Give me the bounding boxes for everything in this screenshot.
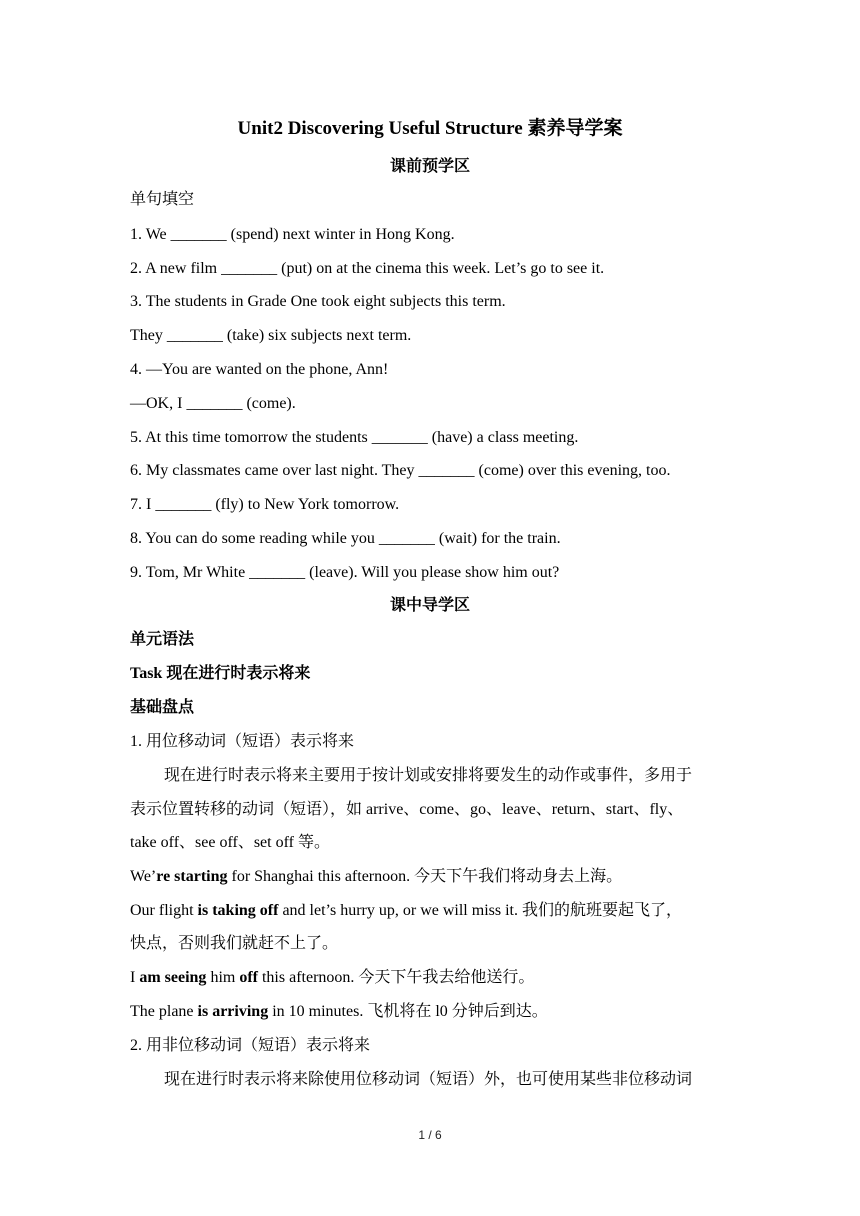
point1-paragraph-line: take off、see off、set off 等。: [130, 834, 330, 851]
example-text: him: [206, 969, 240, 986]
document-title: Unit2 Discovering Useful Structure 素养导学案: [237, 118, 623, 139]
example-text: Our flight: [130, 902, 198, 919]
exercise-heading: 单句填空: [130, 191, 195, 208]
example-text: in 10 minutes. 飞机将在 l0 分钟后到达。: [268, 1003, 548, 1020]
point2-title: 2. 用非位移动词（短语）表示将来: [130, 1037, 371, 1054]
example-text: and let’s hurry up, or we will miss it. 我们的航班要起飞了，: [278, 902, 682, 919]
section-heading-class: 课中导学区: [389, 597, 470, 614]
question-line: 5. At this time tomorrow the students _______ (have) a class meeting.: [130, 429, 579, 446]
example-text: The plane: [130, 1003, 198, 1020]
section-heading-preview: 课前预学区: [389, 158, 470, 175]
page-number: 1 / 6: [418, 1128, 442, 1142]
example-sentence: [130, 901, 682, 921]
grammar-heading: 单元语法: [130, 631, 195, 648]
example-bold: am seeing: [139, 969, 207, 986]
task-heading: Task 现在进行时表示将来: [130, 665, 311, 682]
question-line: 9. Tom, Mr White _______ (leave). Will you please show him out?: [130, 564, 560, 581]
example-sentence: [130, 867, 622, 887]
question-line: 2. A new film _______ (put) on at the cinema this week. Let’s go to see it.: [130, 260, 605, 277]
question-line: 4. —You are wanted on the phone, Ann!: [130, 361, 389, 378]
example-bold: is taking off: [197, 902, 279, 919]
example-text: for Shanghai this afternoon. 今天下午我们将动身去上海。: [227, 868, 623, 885]
question-line: 3. The students in Grade One took eight subjects this term.: [130, 293, 506, 310]
basics-heading: 基础盘点: [130, 699, 195, 716]
point1-paragraph-line: 表示位置转移的动词（短语），如 arrive、come、go、leave、return、start、fly、: [130, 801, 684, 818]
point1-title: 1. 用位移动词（短语）表示将来: [130, 733, 355, 750]
example-bold: off: [239, 969, 258, 986]
point1-paragraph-line: 现在进行时表示将来主要用于按计划或安排将要发生的动作或事件，多用于: [164, 767, 693, 784]
example-text: this afternoon. 今天下午我去给他送行。: [257, 969, 535, 986]
example-bold: re starting: [156, 868, 228, 885]
question-line: 1. We _______ (spend) next winter in Hong Kong.: [130, 226, 455, 243]
example-text: I: [130, 969, 140, 986]
example-bold: is arriving: [197, 1003, 269, 1020]
example-text: We’: [130, 868, 157, 885]
question-line: 6. My classmates came over last night. They _______ (come) over this evening, too.: [130, 462, 671, 479]
question-line: 8. You can do some reading while you _______ (wait) for the train.: [130, 530, 561, 547]
example-sentence: [130, 968, 534, 988]
example-continuation: 快点，否则我们就赶不上了。: [130, 935, 339, 952]
question-line: They _______ (take) six subjects next term.: [130, 327, 412, 344]
question-line: 7. I _______ (fly) to New York tomorrow.: [130, 496, 400, 513]
example-sentence: [130, 1002, 548, 1022]
question-line: —OK, I _______ (come).: [130, 395, 296, 412]
point2-paragraph-line: 现在进行时表示将来除使用位移动词（短语）外，也可使用某些非位移动词: [164, 1071, 693, 1088]
